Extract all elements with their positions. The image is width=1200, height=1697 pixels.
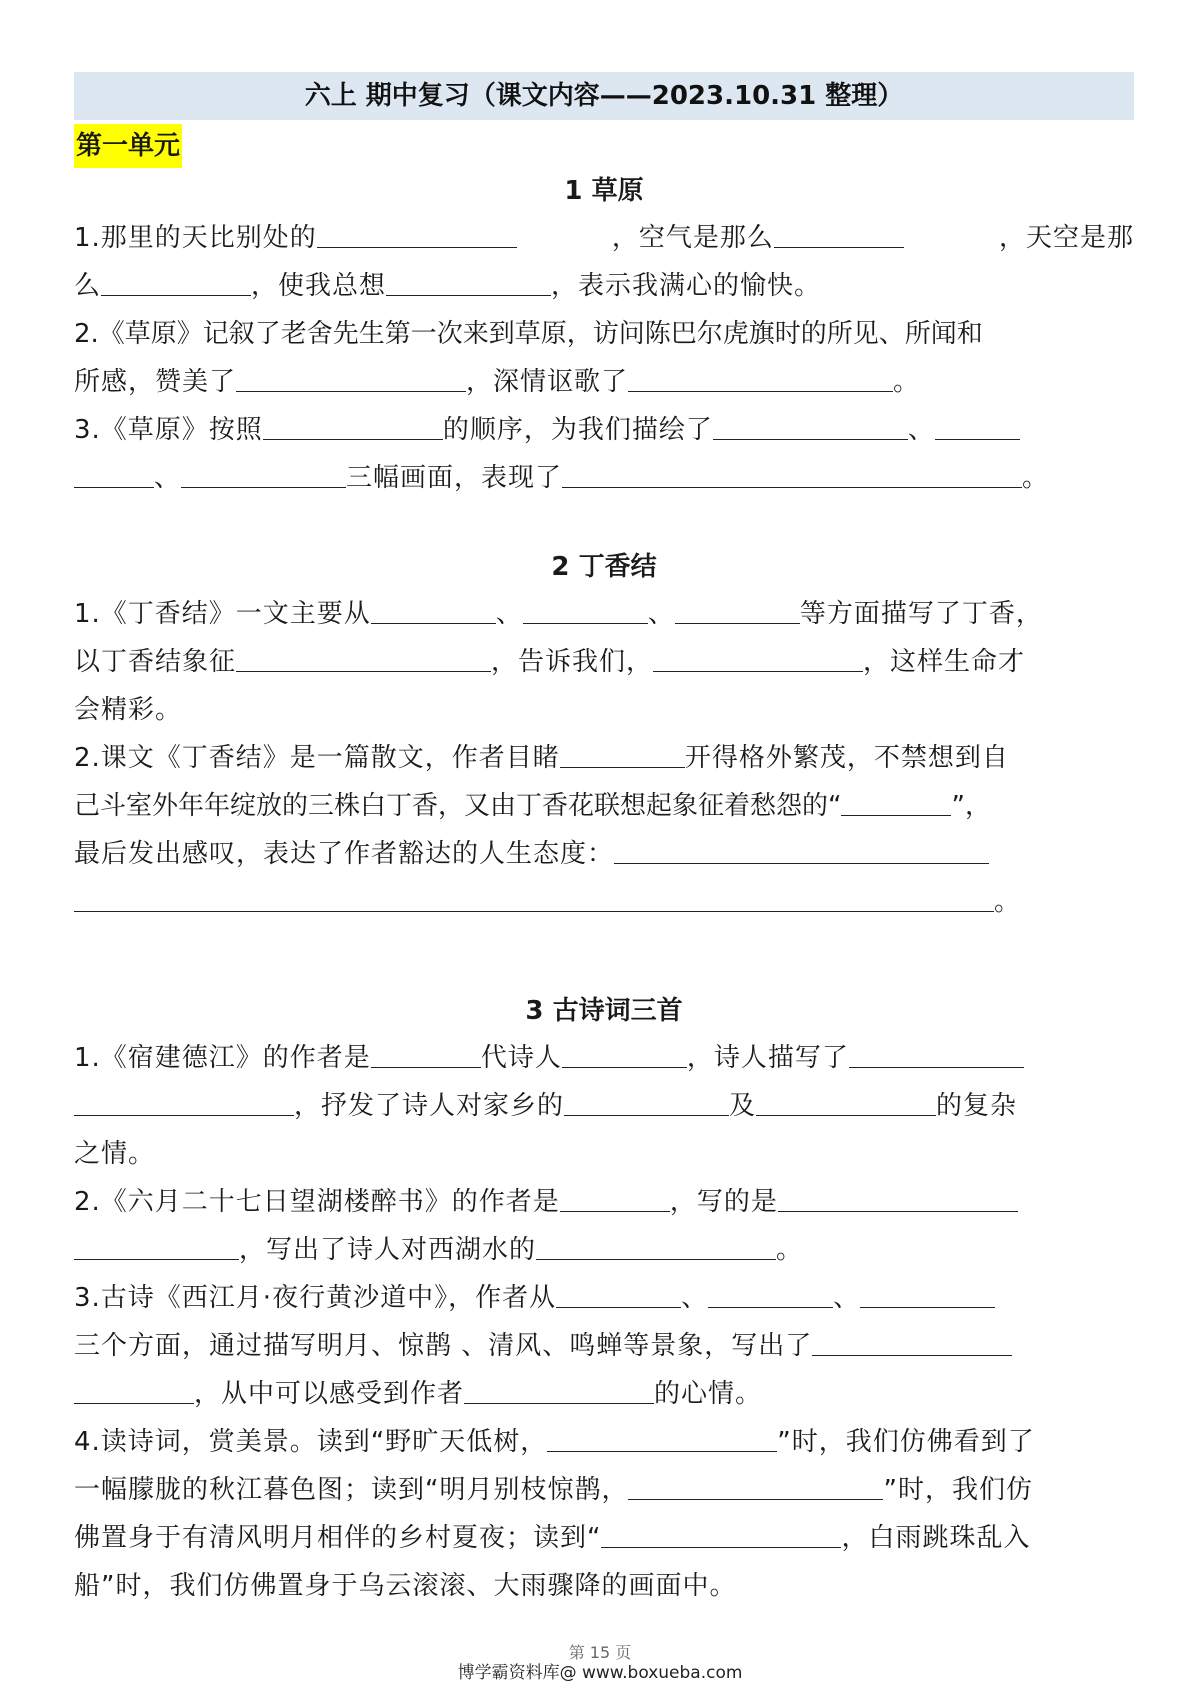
- text-segment: 、: [154, 463, 182, 493]
- text-segment: 会精彩。: [74, 695, 183, 725]
- text-segment: 以丁香结象征: [74, 647, 237, 677]
- text-segment: ，写出了诗人对西湖水的: [239, 1235, 537, 1265]
- fill-blank[interactable]: [236, 361, 466, 392]
- fill-blank[interactable]: [562, 1037, 687, 1068]
- fill-blank[interactable]: [74, 1373, 194, 1404]
- question-line: [74, 1082, 1134, 1130]
- text-segment: ”，: [951, 791, 991, 821]
- fill-blank[interactable]: [236, 641, 491, 672]
- text-segment: 的顺序，为我们描绘了: [442, 415, 713, 445]
- text-segment: 1.那里的天比别处的: [74, 223, 317, 253]
- section-ancient-poems: [74, 988, 1134, 1610]
- text-segment: 2.课文《丁香结》是一篇散文，作者目睹: [74, 743, 560, 773]
- text-segment: ，白雨跳珠乱入: [841, 1523, 1031, 1553]
- fill-blank[interactable]: [547, 1421, 777, 1452]
- text-segment: 、: [647, 599, 675, 629]
- text-segment: ”时，我们仿佛看到了: [777, 1427, 1035, 1457]
- text-segment: 所感，赞美了: [74, 367, 237, 397]
- text-segment: 开得格外繁茂，不禁想到自: [684, 743, 1009, 773]
- text-segment: ，从中可以感受到作者: [194, 1379, 465, 1409]
- section-title: 3 古诗词三首: [525, 996, 683, 1026]
- text-segment: ，告诉我们，: [491, 647, 654, 677]
- text-segment: 么: [74, 271, 102, 301]
- fill-blank[interactable]: [935, 409, 1020, 440]
- fill-blank[interactable]: [74, 457, 154, 488]
- text-segment: 之情。: [74, 1139, 156, 1169]
- fill-blank[interactable]: [560, 1181, 670, 1212]
- section-title: 1 草原: [564, 176, 644, 206]
- text-segment: 的心情。: [654, 1379, 763, 1409]
- fill-blank[interactable]: [713, 409, 908, 440]
- text-segment: 三个方面，通过描写明月、惊鹊 、清风、鸣蝉等景象，写出了: [74, 1331, 813, 1361]
- question-line: [74, 830, 1134, 878]
- fill-blank[interactable]: [371, 1037, 481, 1068]
- question-line: [74, 1034, 1134, 1082]
- question-line: [74, 734, 1134, 782]
- text-segment: ，深情讴歌了: [466, 367, 629, 397]
- question-line: [74, 638, 1134, 686]
- fill-blank[interactable]: [756, 1085, 936, 1116]
- question-line: [74, 1418, 1134, 1466]
- fill-blank[interactable]: [74, 881, 994, 912]
- text-segment: 。: [893, 367, 921, 397]
- page-number: 第 15 页: [568, 1643, 632, 1662]
- text-segment: ，天空是那: [998, 223, 1134, 253]
- text-segment: 等方面描写了丁香，: [799, 599, 1043, 629]
- fill-blank[interactable]: [560, 737, 685, 768]
- text-segment: 1.《宿建德江》的作者是: [74, 1043, 371, 1073]
- text-segment: 2.《草原》记叙了老舍先生第一次来到草原，访问陈巴尔虎旗时的所见、所闻和: [74, 319, 983, 349]
- text-segment: 。: [994, 887, 1022, 917]
- fill-blank[interactable]: [101, 265, 251, 296]
- fill-blank[interactable]: [628, 361, 893, 392]
- fill-blank[interactable]: [849, 1037, 1024, 1068]
- text-segment: 、: [681, 1283, 709, 1313]
- question-line: [74, 1466, 1134, 1514]
- text-segment: 最后发出感叹，表达了作者豁达的人生态度：: [74, 839, 615, 869]
- fill-blank[interactable]: [708, 1277, 833, 1308]
- fill-blank[interactable]: [556, 1277, 681, 1308]
- section-grassland: [74, 168, 1134, 502]
- fill-blank[interactable]: [464, 1373, 654, 1404]
- fill-blank[interactable]: [860, 1277, 995, 1308]
- text-segment: ，抒发了诗人对家乡的: [294, 1091, 565, 1121]
- text-segment: 的复杂: [936, 1091, 1018, 1121]
- text-segment: ”时，我们仿: [883, 1475, 1033, 1505]
- question-line: [74, 358, 1134, 406]
- fill-blank[interactable]: [841, 785, 951, 816]
- text-segment: ，这样生命才: [863, 647, 1026, 677]
- text-segment: 、: [907, 415, 935, 445]
- question-line: [74, 262, 1134, 310]
- fill-blank[interactable]: [614, 833, 989, 864]
- text-segment: 船”时，我们仿佛置身于乌云滚滚、大雨骤降的画面中。: [74, 1571, 737, 1601]
- text-segment: ，表示我满心的愉快。: [551, 271, 822, 301]
- question-line: [74, 686, 1134, 734]
- fill-blank[interactable]: [778, 1181, 1018, 1212]
- text-segment: 己斗室外年年绽放的三株白丁香，又由丁香花联想起象征着愁怨的“: [74, 791, 842, 821]
- text-segment: ，写的是: [669, 1187, 778, 1217]
- fill-blank[interactable]: [523, 593, 648, 624]
- text-segment: 佛置身于有清风明月相伴的乡村夏夜；读到“: [74, 1523, 602, 1553]
- document-page: [74, 72, 1134, 1610]
- question-line: [74, 1178, 1134, 1226]
- question-line: [74, 1370, 1134, 1418]
- fill-blank[interactable]: [774, 217, 904, 248]
- question-line: [74, 878, 1134, 926]
- text-segment: ，诗人描写了: [686, 1043, 849, 1073]
- text-segment: 、: [833, 1283, 861, 1313]
- question-line: [74, 1274, 1134, 1322]
- text-segment: 三幅画面，表现了: [346, 463, 563, 493]
- text-segment: 一幅朦胧的秋江暮色图；读到“明月别枝惊鹊，: [74, 1475, 629, 1505]
- text-segment: 。: [1022, 463, 1050, 493]
- fill-blank[interactable]: [371, 593, 496, 624]
- section-title: 2 丁香结: [551, 552, 657, 582]
- fill-blank[interactable]: [628, 1469, 883, 1500]
- question-line: [74, 406, 1134, 454]
- text-segment: 1.《丁香结》一文主要从: [74, 599, 371, 629]
- fill-blank[interactable]: [181, 457, 346, 488]
- fill-blank[interactable]: [812, 1325, 1012, 1356]
- unit-heading: 第一单元: [74, 124, 182, 168]
- question-line: [74, 782, 1134, 830]
- fill-blank[interactable]: [317, 217, 517, 248]
- fill-blank[interactable]: [675, 593, 800, 624]
- fill-blank[interactable]: [386, 265, 551, 296]
- text-segment: 、: [495, 599, 523, 629]
- question-line: [74, 1226, 1134, 1274]
- question-line: [74, 454, 1134, 502]
- text-segment: 4.读诗词，赏美景。读到“野旷天低树，: [74, 1427, 548, 1457]
- fill-blank[interactable]: [536, 1229, 776, 1260]
- fill-blank[interactable]: [601, 1517, 841, 1548]
- footer-watermark: 博学霸资料库@ www.boxueba.com: [457, 1663, 743, 1683]
- fill-blank[interactable]: [263, 409, 443, 440]
- page-title: 六上 期中复习（课文内容——2023.10.31 整理）: [74, 72, 1134, 120]
- text-segment: 3.《草原》按照: [74, 415, 263, 445]
- text-segment: 及: [729, 1091, 757, 1121]
- fill-blank[interactable]: [562, 457, 1022, 488]
- text-segment: 3.古诗《西江月·夜行黄沙道中》，作者从: [74, 1283, 557, 1313]
- text-segment: 2.《六月二十七日望湖楼醉书》的作者是: [74, 1187, 560, 1217]
- text-segment: ，空气是那么: [611, 223, 774, 253]
- question-line: [74, 310, 1134, 358]
- question-line: [74, 1322, 1134, 1370]
- text-segment: 。: [776, 1235, 804, 1265]
- fill-blank[interactable]: [564, 1085, 729, 1116]
- question-line: [74, 214, 1134, 262]
- question-line: [74, 1130, 1134, 1178]
- text-segment: ，使我总想: [251, 271, 387, 301]
- section-lilac-knot: [74, 544, 1134, 926]
- question-line: [74, 1562, 1134, 1610]
- question-line: [74, 590, 1134, 638]
- fill-blank[interactable]: [74, 1229, 239, 1260]
- fill-blank[interactable]: [653, 641, 863, 672]
- text-segment: 代诗人: [480, 1043, 562, 1073]
- question-line: [74, 1514, 1134, 1562]
- fill-blank[interactable]: [74, 1085, 294, 1116]
